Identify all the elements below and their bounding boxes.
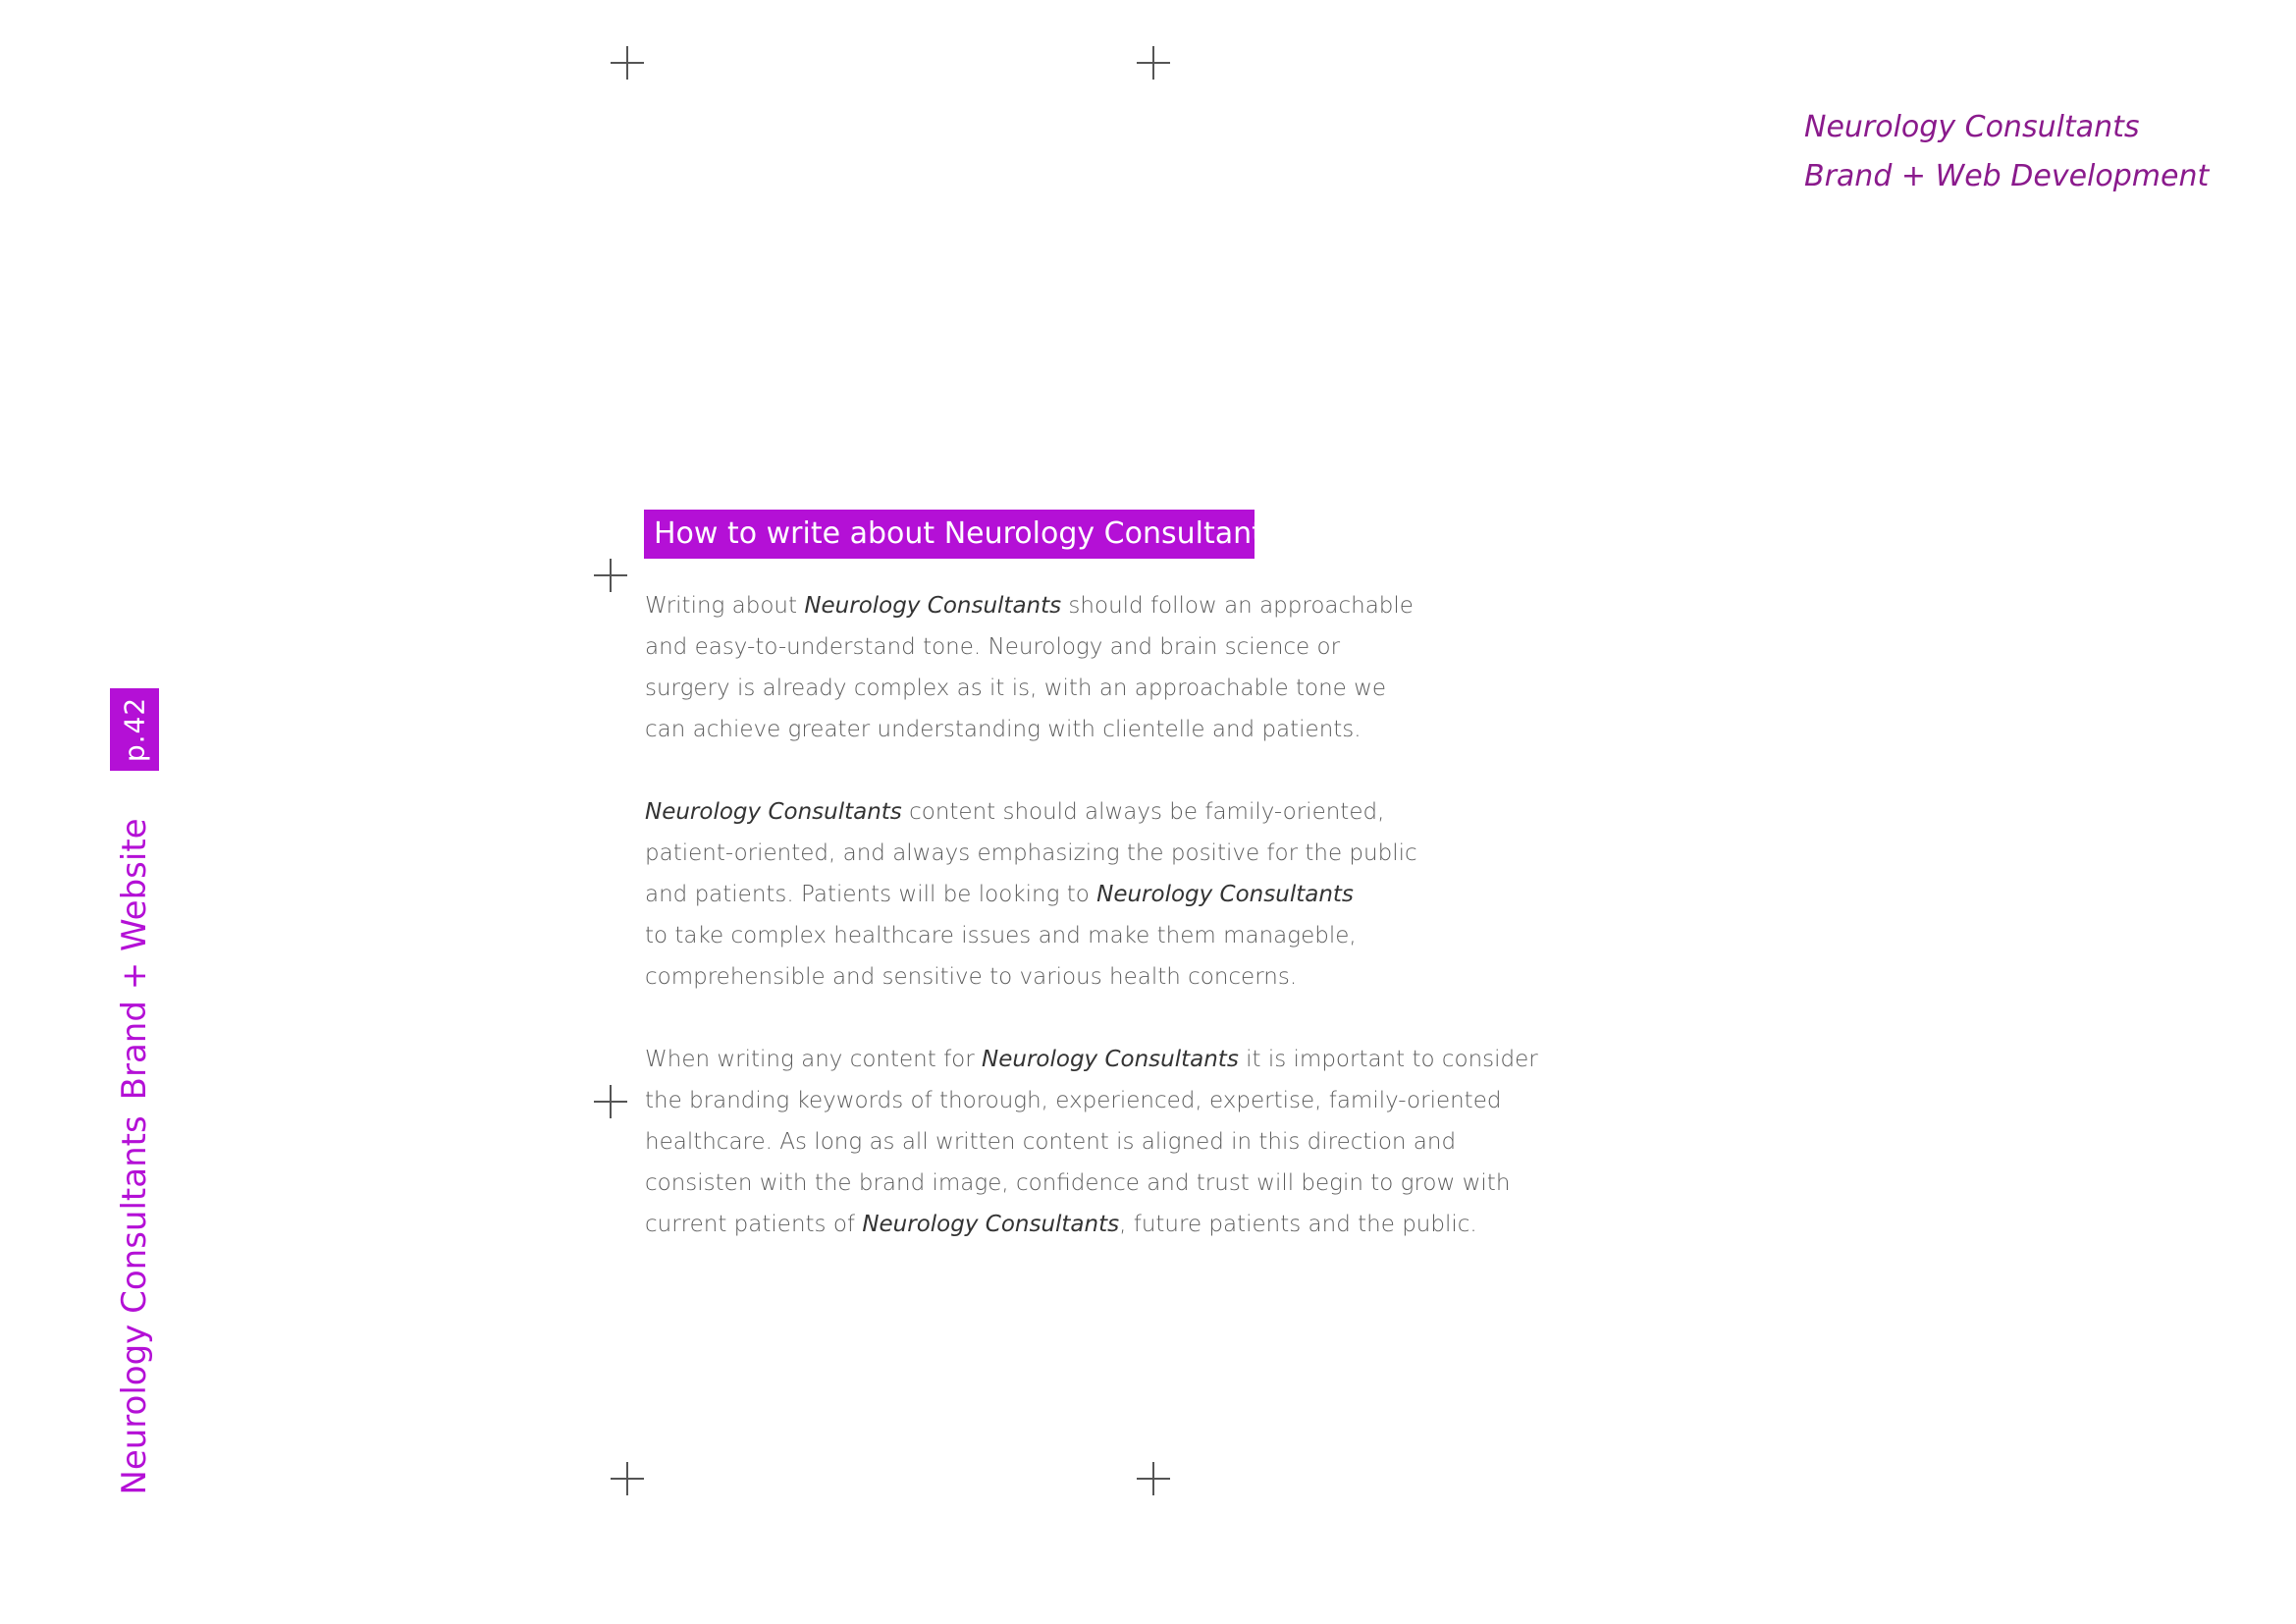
brand-name: Neurology Consultants — [862, 1212, 1120, 1237]
paragraph-line: surgery is already complex as it is, with an approachable tone we — [645, 676, 1387, 701]
side-title-box — [110, 817, 159, 1495]
page-number-tab — [110, 688, 159, 771]
brand-name: Neurology Consultants — [1096, 882, 1354, 907]
paragraph-line — [645, 585, 1558, 626]
paragraph-line — [645, 1039, 1558, 1080]
text-run: should follow an approachable — [1061, 593, 1414, 619]
paragraph-line: comprehensible and sensitive to various health concerns. — [645, 964, 1298, 990]
side-title-part1: Neurology Consultants — [115, 1114, 154, 1495]
paragraph-line — [645, 1204, 1558, 1245]
text-run: current patients of — [645, 1212, 863, 1237]
paragraph-line: can achieve greater understanding with clientelle and patients. — [645, 717, 1362, 742]
text-run: it is important to consider — [1238, 1047, 1538, 1072]
crop-mark-mid-lower — [594, 1085, 627, 1118]
paragraph-line: healthcare. As long as all written content is aligned in this direction and — [645, 1129, 1457, 1155]
text-run: content should always be family-oriented, — [901, 799, 1385, 825]
crop-mark-bottom-right — [1137, 1462, 1170, 1495]
header-subtitle: Brand + Web Development — [1804, 159, 2210, 193]
brand-name: Neurology Consultants — [645, 799, 902, 825]
section-heading: How to write about Neurology Consultants — [644, 510, 1255, 559]
paragraph-line: consisten with the brand image, confidence and trust will begin to grow with — [645, 1170, 1511, 1196]
crop-mark-mid-upper — [594, 559, 627, 592]
paragraph-line — [645, 791, 1558, 833]
brand-name: Neurology Consultants — [982, 1047, 1239, 1072]
paragraph-line: to take complex healthcare issues and make them manageble, — [645, 923, 1357, 948]
side-title — [115, 818, 154, 1494]
crop-mark-top-left — [611, 46, 644, 80]
text-run: Writing about — [645, 593, 805, 619]
text-run: , future patients and the public. — [1119, 1212, 1477, 1237]
side-title-part2: Brand + Website — [115, 817, 154, 1100]
crop-mark-bottom-left — [611, 1462, 644, 1495]
header-title: Neurology Consultants — [1804, 110, 2140, 144]
body-text — [645, 585, 1558, 1286]
page-number: p.42 — [118, 696, 151, 763]
paragraph-3 — [645, 1039, 1558, 1245]
paragraph-2 — [645, 791, 1558, 998]
paragraph-line: the branding keywords of thorough, experienced, expertise, family-oriented — [645, 1088, 1502, 1113]
brand-name: Neurology Consultants — [804, 593, 1062, 619]
paragraph-line — [645, 874, 1558, 915]
document-header — [1804, 103, 2209, 201]
paragraph-line: and easy-to-understand tone. Neurology and brain science or — [645, 634, 1341, 660]
text-run: and patients. Patients will be looking to — [645, 882, 1097, 907]
paragraph-1 — [645, 585, 1558, 750]
crop-mark-top-right — [1137, 46, 1170, 80]
text-run: When writing any content for — [645, 1047, 983, 1072]
paragraph-line: patient-oriented, and always emphasizing the positive for the public — [645, 840, 1417, 866]
